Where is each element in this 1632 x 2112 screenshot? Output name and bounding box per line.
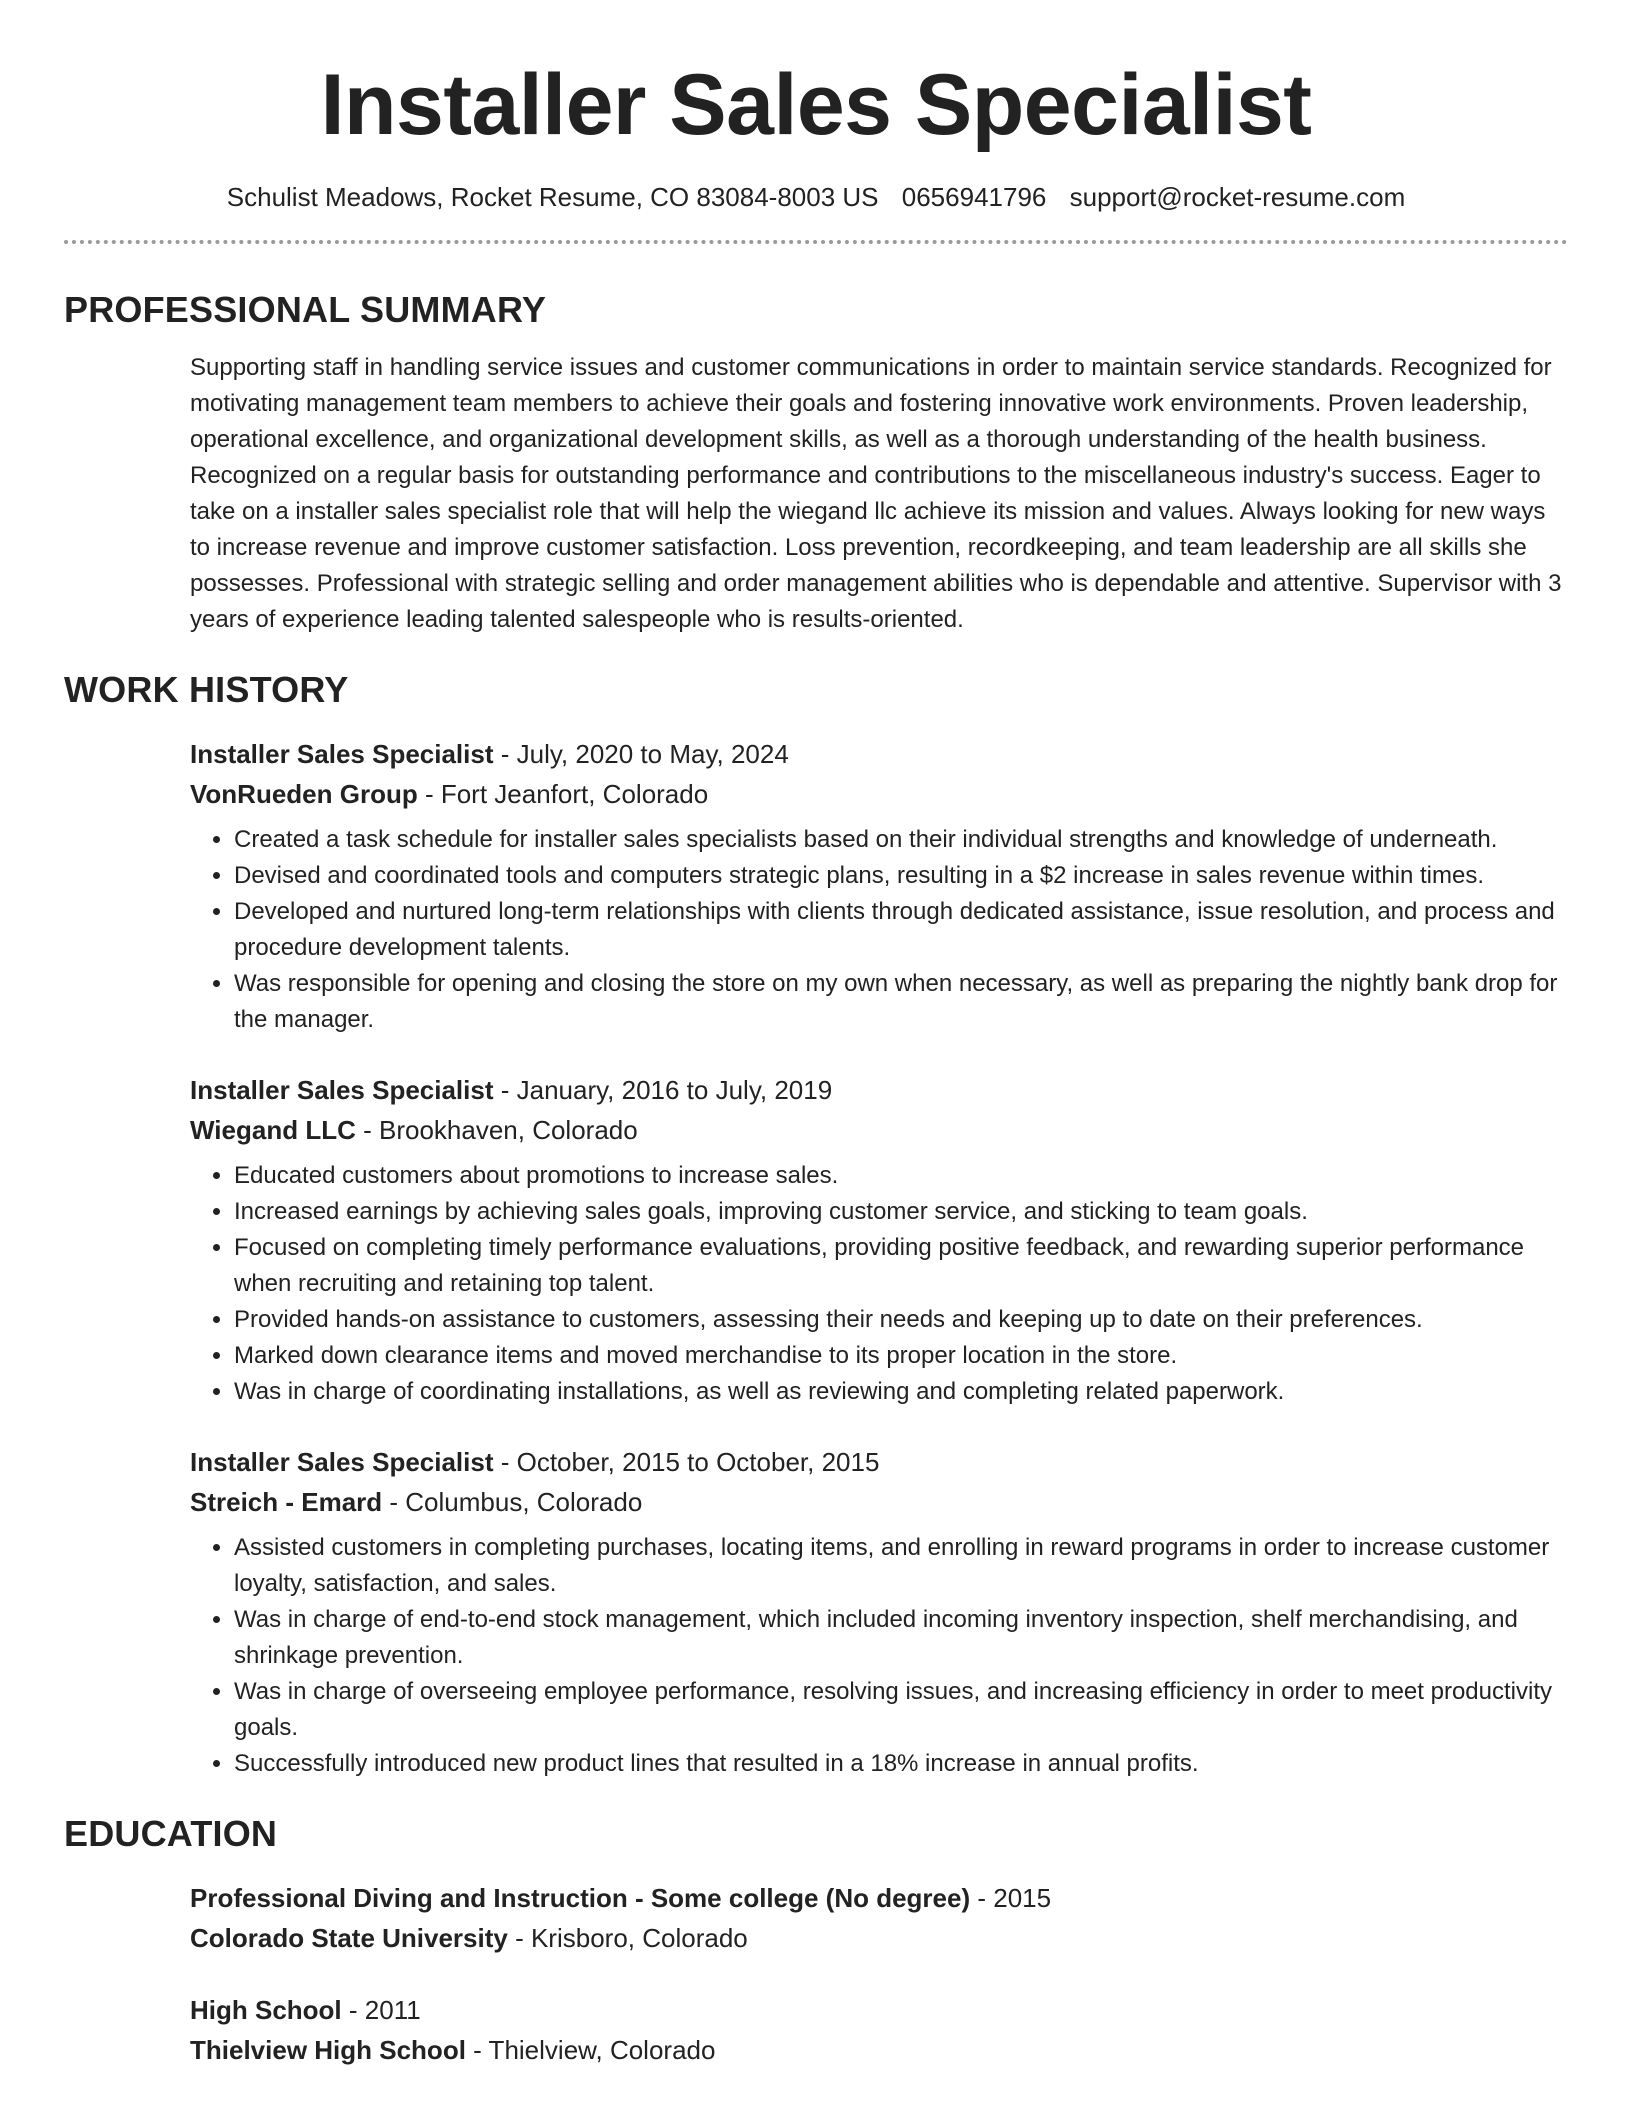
education-school: Colorado State University [190,1923,508,1953]
job-dates: - January, 2016 to July, 2019 [493,1075,833,1105]
job-bullet: • Was in charge of end-to-end stock management, which included incoming inventory inspection, shelf merchandising, and shrinkage prevention. [234,1602,1568,1674]
education-school-line [190,1918,1568,1958]
education-degree-line [190,1878,1568,1918]
job-company-line [190,774,1568,814]
job-bullet: • Successfully introduced new product lines that resulted in a 18% increase in annual profits. [234,1746,1568,1782]
education-degree-line [190,1990,1568,2030]
job-bullet: • Assisted customers in completing purchases, locating items, and enrolling in reward programs in order to increase customer loyalty, satisfaction, and sales. [234,1530,1568,1602]
job-location: - Brookhaven, Colorado [355,1115,638,1145]
summary-heading: PROFESSIONAL SUMMARY [64,289,547,330]
contact-line [64,180,1568,214]
job-role: Installer Sales Specialist [190,1447,494,1477]
education-location: - Thielview, Colorado [465,2035,716,2065]
job-bullets [190,822,1568,1038]
job-entry [190,1070,1568,1410]
job-role: Installer Sales Specialist [190,1075,494,1105]
contact-phone: 0656941796 [901,182,1047,212]
education-list [190,1878,1568,2070]
job-bullets [190,1530,1568,1782]
summary-text: Supporting staff in handling service issues and customer communications in order to maintain service standards. Recognized for motivating management team members to achieve their goals and fostering innovative work environments. Proven leadership, operational excellence, and organizational development skills, as well as a thorough understanding of the health business. Recognized on a regular basis for outstanding performance and contributions to the miscellaneous industry's success. Eager to take on a installer sales specialist role that will help the wiegand llc achieve its mission and values. Always looking for new ways to increase revenue and improve customer satisfaction. Loss prevention, recordkeeping, and team leadership are all skills she possesses. Professional with strategic selling and order management abilities who is dependable and attentive. Supervisor with 3 years of experience leading talented salespeople who is results-oriented. [190,354,1562,633]
job-bullet: • Was responsible for opening and closing the store on my own when necessary, as well as preparing the nightly bank drop for the manager. [234,966,1568,1038]
job-entry [190,734,1568,1038]
job-title-line [190,1442,1568,1482]
job-title-line [190,734,1568,774]
job-location: - Columbus, Colorado [382,1487,643,1517]
education-entry [190,1990,1568,2070]
contact-email: support@rocket-resume.com [1069,182,1406,212]
job-entry [190,1442,1568,1782]
education-school-line [190,2030,1568,2070]
job-bullet: • Was in charge of overseeing employee performance, resolving issues, and increasing efficiency in order to meet productivity goals. [234,1674,1568,1746]
job-bullet: • Developed and nurtured long-term relationships with clients through dedicated assistance, issue resolution, and process and procedure development talents. [234,894,1568,966]
job-title-line [190,1070,1568,1110]
job-bullet: • Provided hands-on assistance to customers, assessing their needs and keeping up to date on their preferences. [234,1302,1568,1338]
education-heading: EDUCATION [64,1813,278,1854]
job-bullet: • Educated customers about promotions to increase sales. [234,1158,1568,1194]
education-degree: High School [190,1995,342,2025]
work-history-heading: WORK HISTORY [64,669,349,710]
job-company: Wiegand LLC [190,1115,356,1145]
job-bullet: • Focused on completing timely performance evaluations, providing positive feedback, and rewarding superior performance when recruiting and retaining top talent. [234,1230,1568,1302]
job-bullet: • Created a task schedule for installer sales specialists based on their individual strengths and knowledge of underneath. [234,822,1568,858]
job-company: VonRueden Group [190,779,418,809]
job-bullets [190,1158,1568,1410]
header-divider [64,240,1568,244]
job-company-line [190,1110,1568,1150]
job-company: Streich - Emard [190,1487,383,1517]
job-bullet: • Devised and coordinated tools and computers strategic plans, resulting in a $2 increase in sales revenue within times. [234,858,1568,894]
job-company-line [190,1482,1568,1522]
job-dates: - July, 2020 to May, 2024 [493,739,789,769]
job-bullet: • Increased earnings by achieving sales goals, improving customer service, and sticking to team goals. [234,1194,1568,1230]
job-bullet: • Marked down clearance items and moved merchandise to its proper location in the store. [234,1338,1568,1374]
work-history-list [190,734,1568,1782]
contact-address: Schulist Meadows, Rocket Resume, CO 83084-8003 US [226,182,879,212]
job-location: - Fort Jeanfort, Colorado [417,779,709,809]
resume-name: Installer Sales Specialist [320,57,1312,153]
job-dates: - October, 2015 to October, 2015 [493,1447,880,1477]
job-bullet: • Was in charge of coordinating installations, as well as reviewing and completing related paperwork. [234,1374,1568,1410]
education-school: Thielview High School [190,2035,466,2065]
education-location: - Krisboro, Colorado [507,1923,748,1953]
education-year: - 2015 [970,1883,1052,1913]
job-role: Installer Sales Specialist [190,739,494,769]
education-entry [190,1878,1568,1958]
education-year: - 2011 [341,1995,421,2025]
education-degree: Professional Diving and Instruction - Some college (No degree) [190,1883,971,1913]
